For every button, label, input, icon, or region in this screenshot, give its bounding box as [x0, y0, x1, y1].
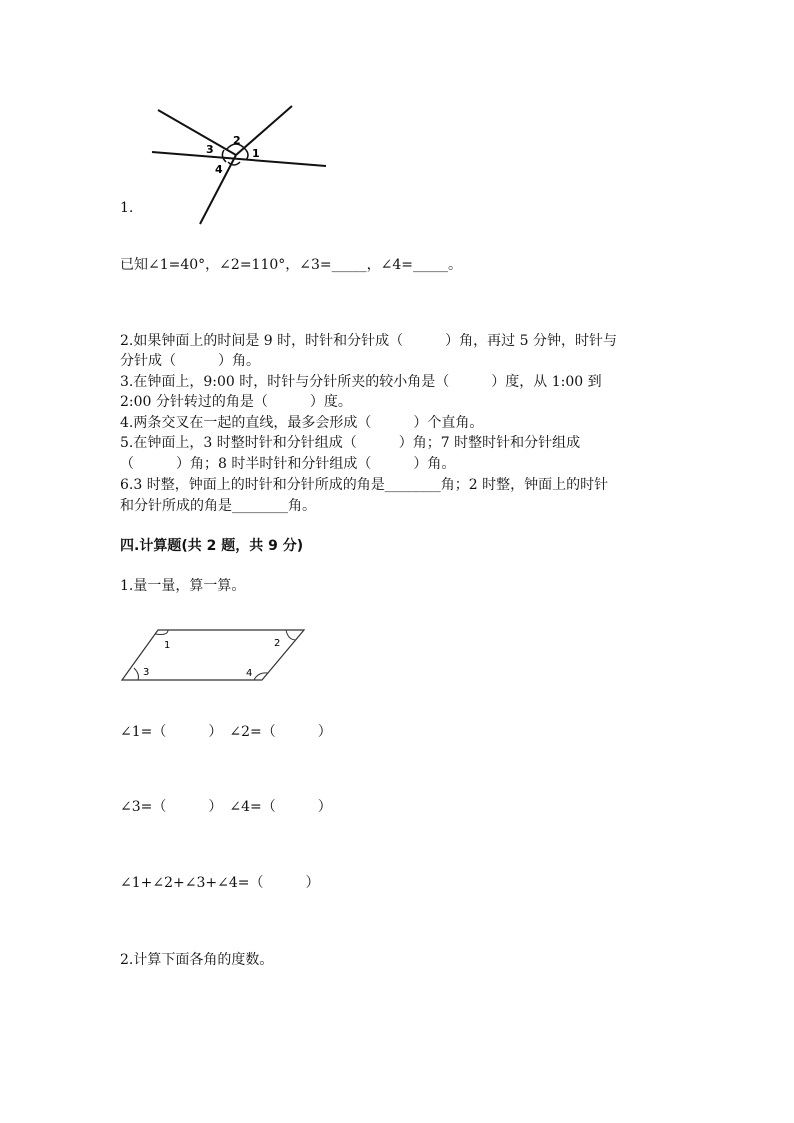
angle-label-2: 2	[233, 134, 241, 147]
angle-arc-4	[254, 673, 268, 680]
question-5-line-2: （ ）角；8 时半时针和分针组成（ ）角。	[120, 456, 456, 472]
angle-arc-3	[134, 668, 139, 680]
question-5-line-1: 5.在钟面上，3 时整时针和分针组成（ ）角；7 时整时针和分针组成	[120, 435, 581, 451]
question-3-line-2: 2:00 分针转过的角是（ ）度。	[120, 394, 352, 410]
angle-label-3: 3	[206, 143, 214, 156]
upper-left-ray	[158, 110, 236, 155]
angle-label-4: 4	[215, 163, 223, 176]
q1-statement: 已知∠1=40°，∠2=110°，∠3=_____，∠4=_____。	[120, 257, 463, 273]
angle-label-1: 1	[164, 640, 171, 651]
angle-label-4: 4	[246, 668, 253, 679]
angle-arc-1	[246, 150, 248, 160]
angle-label-2: 2	[274, 638, 281, 649]
parallelogram-figure	[116, 624, 312, 684]
section-4-heading: 四.计算题(共 2 题，共 9 分)	[120, 538, 304, 554]
angle-arc-2	[286, 630, 296, 640]
answers-sum: ∠1+∠2+∠3+∠4=（ ）	[120, 875, 320, 891]
question-3-line-1: 3.在钟面上，9:00 时，时针与分针所夹的较小角是（ ）度，从 1:00 到	[120, 374, 602, 390]
angle-arc-4	[228, 162, 240, 165]
horizontal-line	[152, 152, 326, 166]
question-6-line-2: 和分针所成的角是________角。	[120, 498, 316, 514]
q1-number: 1.	[120, 200, 134, 216]
question-6-line-1: 6.3 时整，钟面上的时针和分针所成的角是________角；2 时整，钟面上的时针	[120, 477, 609, 493]
angle-arc-3	[222, 150, 226, 162]
answers-row-1: ∠1=（ ） ∠2=（ ）	[120, 724, 332, 740]
section-4-q1-title: 1.量一量，算一算。	[120, 578, 246, 594]
intersecting-lines-figure	[140, 100, 340, 230]
question-2-line-1: 2.如果钟面上的时间是 9 时，时针和分针成（ ）角，再过 5 分钟，时针与	[120, 333, 617, 349]
question-2-line-2: 分针成（ ）角。	[120, 353, 260, 369]
answers-row-2: ∠3=（ ） ∠4=（ ）	[120, 799, 332, 815]
angle-label-1: 1	[252, 147, 260, 160]
question-4-line-1: 4.两条交叉在一起的直线，最多会形成（ ）个直角。	[120, 415, 484, 431]
section-4-q2-title: 2.计算下面各角的度数。	[120, 952, 274, 968]
angle-label-3: 3	[143, 667, 150, 678]
